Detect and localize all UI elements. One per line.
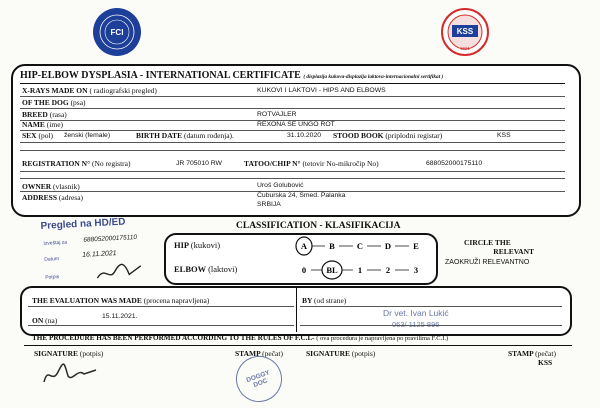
circle-line2: RELEVANT [493, 247, 534, 256]
fci-logo-text: FCI [110, 28, 124, 37]
review-stamp [36, 213, 160, 291]
kss-logo-text: KSS [456, 27, 474, 36]
hip-label: HIP (kukovi) [174, 240, 221, 250]
kss-logo [441, 8, 489, 56]
owner-value: Uroš Golubović [257, 182, 304, 189]
certificate-title-text: HIP-ELBOW DYSPLASIA - INTERNATIONAL CERTIFICATE [20, 70, 301, 81]
address-line2: SRBIJA [257, 201, 281, 208]
breed-value: ROTVAJLER [257, 111, 297, 118]
elbow-grade-0: 0 [301, 265, 307, 275]
procedure-local: ( ova procedura je napravljena po pravilima F.C.I.) [316, 335, 449, 342]
circle-relevant-note [446, 238, 534, 256]
review-stamp-date-value: 16.11.2021 [81, 250, 117, 259]
evaluation-made-label: THE EVALUATION WAS MADE (procena napravljena) [32, 296, 210, 305]
certificate-subtitle: ( displazija kukova-displazija laktova-internacionalni sertifikat ) [303, 74, 444, 80]
owner-label: OWNER (vlasnik) [22, 182, 80, 191]
fci-logo [92, 7, 142, 57]
breed-label: BREED (rasa) [22, 110, 67, 119]
procedure-statement [32, 334, 448, 342]
evaluation-on-label: ON (na) [32, 316, 58, 325]
signature-label-right: SIGNATURE (potpis) [306, 349, 376, 358]
hip-grade-e: E [413, 241, 419, 251]
review-signature-icon [95, 260, 146, 285]
elbow-grade-3: 3 [413, 265, 419, 275]
elbow-label: ELBOW (laktovi) [174, 264, 238, 274]
xrays-label: X-RAYS MADE ON ( radiografski pregled) [22, 86, 157, 95]
registration-value: JR 705010 RW [176, 160, 222, 167]
xrays-value: KUKOVI I LAKTOVI - HIPS AND ELBOWS [257, 87, 386, 94]
stamp-kss-value: KSS [538, 358, 553, 367]
elbow-grade-bl: BL [326, 265, 338, 275]
stud-book-value: KSS [497, 132, 511, 139]
review-stamp-reg-label: Izveštaj za [43, 239, 68, 247]
certificate-title [20, 70, 443, 81]
signature-label-left: SIGNATURE (potpis) [34, 349, 104, 358]
name-value: REXONA SE UNGO ROT [257, 121, 335, 128]
of-dog-label: OF THE DOG (psa) [22, 98, 86, 107]
vet-phone: 063/ 1125 896 [392, 320, 440, 329]
stud-book-label: STOOD BOOK (priplodni registar) [333, 131, 443, 140]
review-stamp-title: Pregled na HD/ED [40, 216, 126, 232]
evaluation-by-label: BY (od strane) [302, 296, 347, 305]
review-stamp-date-label: Datum [44, 256, 60, 263]
address-line1: Čuburska 24, Smed. Palanka [257, 192, 346, 199]
circle-local: ZAOKRUŽI RELEVANTNO [445, 259, 530, 266]
address-label: ADDRESS (adresa) [22, 193, 84, 202]
birth-date-label: BIRTH DATE (datum rođenja). [136, 131, 234, 140]
circle-line1: CIRCLE THE [464, 238, 511, 247]
kss-logo-year: 1921 [459, 46, 471, 51]
doggy-doc-stamp [230, 350, 289, 408]
review-stamp-reg-value: 688052000175110 [83, 233, 138, 244]
birth-date-value: 31.10.2020 [287, 132, 322, 139]
name-label: NAME (ime) [22, 120, 64, 129]
evaluation-on-value: 15.11.2021. [102, 313, 138, 320]
hip-grade-d: D [384, 241, 392, 251]
stamp-label-left: STAMP (pečat) [235, 349, 283, 358]
sex-value: ženski (female) [64, 132, 111, 139]
hip-grade-c: C [356, 241, 364, 251]
classification-title: CLASSIFICATION - KLASIFIKACIJA [236, 221, 401, 231]
kss-emblem-icon [441, 8, 489, 56]
registration-label: REGISTRATION N° (No registra) [22, 159, 131, 168]
stamp-label-right: STAMP (pečat) [508, 349, 556, 358]
vet-name: Dr vet. Ivan Lukić [383, 308, 449, 318]
hip-grade-b: B [329, 241, 335, 251]
grade-scale [290, 234, 430, 280]
elbow-grade-1: 1 [357, 265, 363, 275]
fci-emblem-icon [92, 7, 142, 57]
tatoo-chip-label: TATOO/CHIP N° (tetovir No-mikročip No) [244, 159, 379, 168]
procedure-text: THE PROCEDURE HAS BEEN PERFORMED ACCORDING TO THE RULES OF F.C.I.- [32, 334, 315, 342]
sex-label: SEX (pol) [22, 131, 54, 140]
review-stamp-sig-label: Potpis [45, 274, 60, 281]
tatoo-chip-value: 688052000175110 [426, 160, 483, 167]
hip-grade-a: A [300, 241, 308, 251]
vet-signature-icon [40, 358, 100, 386]
elbow-grade-2: 2 [385, 265, 391, 275]
doggy-doc-text: DOGGY DOC [245, 369, 271, 389]
